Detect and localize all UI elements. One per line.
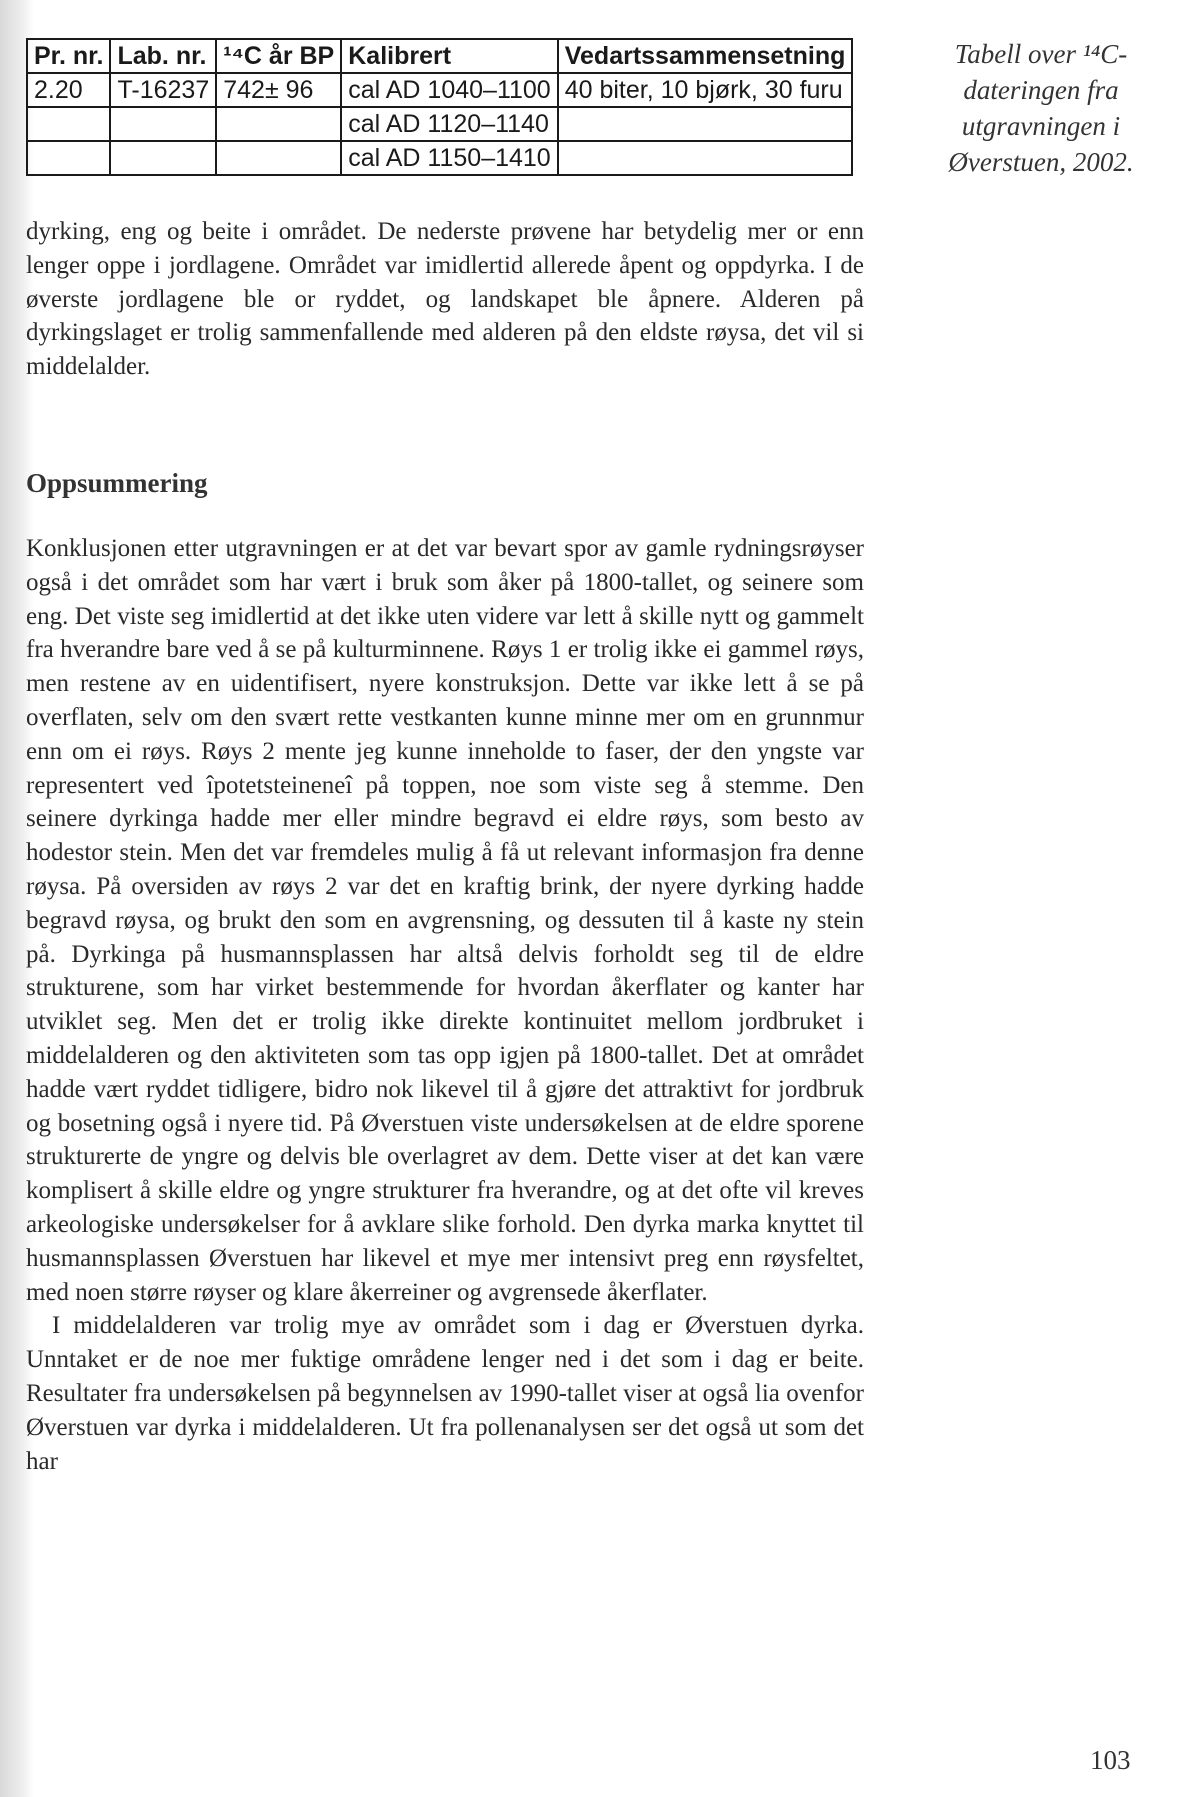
paragraph: I middelalderen var trolig mye av området som i dag er Øverstuen dyrka. Unntaket er de noe mer fuktige områdene lenger ned i det som i dag er beite. Resultater fra undersøkelsen på begynnelsen av 1990-tallet viser at også lia ovenfor Øverstuen var dyrka i middelalderen. Ut fra pollenanalysen ser det også ut som det har [26, 1312, 864, 1475]
table-cell [558, 141, 853, 175]
radiocarbon-table [26, 38, 853, 176]
table-cell: cal AD 1150–1410 [341, 141, 557, 175]
table-cell: cal AD 1120–1140 [341, 107, 557, 141]
summary-body [26, 532, 864, 1478]
header-lab-nr: Lab. nr. [110, 39, 216, 73]
table-cell [27, 141, 110, 175]
table-row [27, 73, 852, 107]
header-vedart: Vedartssammensetning [558, 39, 853, 73]
paragraph: Konklusjonen etter utgravningen er at det var bevart spor av gamle rydningsrøyser også i det området som har vært i bruk som åker på 1800-tallet, og seinere som eng. Det viste seg imidlertid at det ikke uten videre var lett å skille nytt og gammelt fra hverandre bare ved å se på kulturminnene. Røys 1 er trolig ikke ei gammel røys, men restene av en uidentifisert, nyere konstruksjon. Dette var ikke lett å se på overflaten, selv om den svært rette vestkanten kunne minne mer om en grunnmur enn om ei røys. Røys 2 mente jeg kunne inneholde to faser, der den yngste var representert ved îpotetsteineneî på toppen, noe som viste seg å stemme. Den seinere dyrkinga hadde mer eller mindre begravd ei eldre røys, som besto av hodestor stein. Men det var fremdeles mulig å få ut relevant informasjon fra denne røysa. På oversiden av røys 2 var det en kraftig brink, der nyere dyrking hadde begravd røysa, og brukt den som en avgrensning, og dessuten til å kaste ny stein på. Dyrkinga på husmannsplassen har altså delvis forholdt seg til de eldre strukturene, som har virket bestemmende for hvordan åkerflater og kanter har utviklet seg. Men det er trolig ikke direkte kontinuitet mellom jordbruket i middelalderen og den aktiviteten som tas opp igjen på 1800-tallet. Det at området hadde vært ryddet tidligere, bidro nok likevel til å gjøre det attraktivt for jordbruk og bosetning også i nyere tid. På Øverstuen viste undersøkelsen at de eldre sporene strukturerte de yngre og delvis ble overlagret av dem. Dette viser at det kan være komplisert å skille eldre og yngre strukturer fra hverandre, og at det ofte vil kreves arkeologiske undersøkelser for å avklare slike forhold. Den dyrka marka knyttet til husmannsplassen Øverstuen har likevel et mye mer intensivt preg enn røysfeltet, med noen større røyser og klare åkerreiner og avgrensede åkerflater. [26, 535, 864, 1306]
table-row [27, 141, 852, 175]
paragraph: dyrking, eng og beite i området. De nederste prøvene har betydelig mer or enn lenger oppe i jordlagene. Området var imidlertid allerede åpent og oppdyrka. I de øverste jordlagene ble or ryddet, og landskapet ble åpnere. Alderen på dyrkingslaget er trolig sammenfallende med alderen på den eldste røysa, det vil si middelalder. [26, 218, 864, 381]
table-cell [216, 141, 341, 175]
header-c14-bp: ¹⁴C år BP [216, 39, 341, 73]
table-cell: 742± 96 [216, 73, 341, 107]
section-heading: Oppsummering [26, 468, 208, 498]
table-cell [216, 107, 341, 141]
table-cell [110, 141, 216, 175]
table-cell: 2.20 [27, 73, 110, 107]
table-caption: Tabell over ¹⁴C-dateringen fra utgravningen i Øverstuen, 2002. [948, 39, 1134, 177]
table-cell [27, 107, 110, 141]
table-cell: T-16237 [110, 73, 216, 107]
table-cell [558, 107, 853, 141]
intro-paragraph [26, 215, 864, 384]
table-cell: 40 biter, 10 bjørk, 30 furu [558, 73, 853, 107]
table-header-row [27, 39, 852, 73]
header-pr-nr: Pr. nr. [27, 39, 110, 73]
table-cell: cal AD 1040–1100 [341, 73, 557, 107]
table-row [27, 107, 852, 141]
page-number: 103 [1090, 1745, 1131, 1775]
table-cell [110, 107, 216, 141]
header-kalibrert: Kalibrert [341, 39, 557, 73]
